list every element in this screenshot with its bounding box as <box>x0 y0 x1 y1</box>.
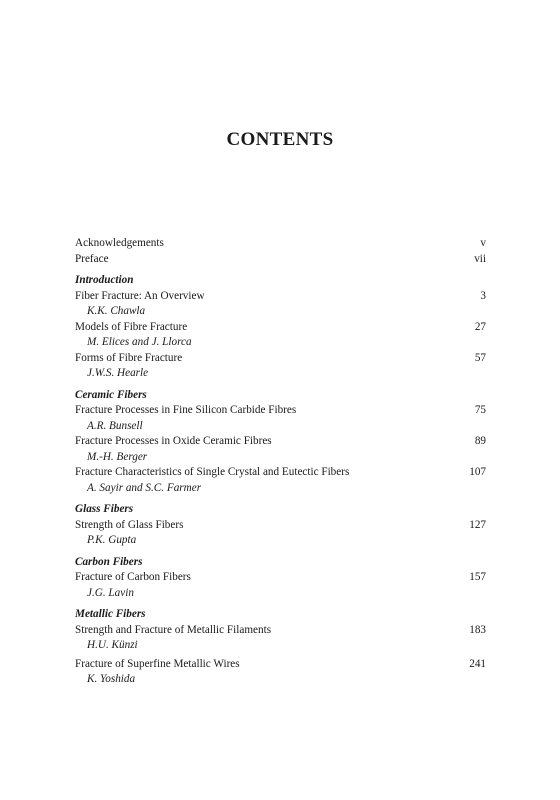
toc-entry-title: Fracture Processes in Fine Silicon Carbide Fibres <box>75 404 297 416</box>
page-title: CONTENTS <box>226 129 334 150</box>
toc-page-number: 27 <box>474 320 486 333</box>
toc-entry-title: Strength of Glass Fibers <box>75 518 184 531</box>
toc-entry-title: Preface <box>75 252 109 265</box>
section-heading-glass-fibers: Glass Fibers <box>75 503 134 515</box>
toc-entry-author: A. Sayir and S.C. Farmer <box>87 481 202 494</box>
toc-entry-title: Fracture Processes in Oxide Ceramic Fibres <box>75 435 272 447</box>
toc-page-number: 107 <box>469 466 486 478</box>
section-heading-introduction: Introduction <box>75 274 134 286</box>
toc-entry[interactable] <box>75 403 486 434</box>
toc-entry-title: Strength and Fracture of Metallic Filaments <box>75 623 272 636</box>
toc-entry[interactable] <box>75 320 486 351</box>
toc-page-number: v <box>480 237 486 249</box>
toc-entry-title: Acknowledgements <box>75 237 164 249</box>
toc-entry-title: Fracture of Carbon Fibers <box>75 571 191 583</box>
toc-page-number: 57 <box>474 351 486 364</box>
toc-entry-preface[interactable] <box>75 252 486 268</box>
toc-page-number: 75 <box>474 404 486 416</box>
toc-entry-author: M. Elices and J. Llorca <box>87 336 192 348</box>
toc-entry-author: J.W.S. Hearle <box>87 367 149 379</box>
toc-entry-title: Forms of Fibre Fracture <box>75 351 183 364</box>
section-heading-carbon-fibers: Carbon Fibers <box>75 555 143 568</box>
toc-entry-author: M.-H. Berger <box>87 450 148 463</box>
toc-page-number: 89 <box>474 435 486 447</box>
toc-entry-title: Fracture Characteristics of Single Crystal and Eutectic Fibers <box>75 466 350 478</box>
toc-page-number: vii <box>474 252 486 265</box>
toc-entry[interactable] <box>75 623 486 654</box>
toc-entry-author: P.K. Gupta <box>87 534 137 546</box>
toc-entry-title: Fracture of Superfine Metallic Wires <box>75 657 240 670</box>
toc-entry-title: Models of Fibre Fracture <box>75 320 188 333</box>
toc-page-number: 127 <box>469 518 486 531</box>
section-heading-metallic-fibers: Metallic Fibers <box>75 608 146 620</box>
toc-entry-title: Fiber Fracture: An Overview <box>75 289 205 302</box>
toc-page-number: 183 <box>469 623 486 636</box>
table-of-contents <box>75 236 486 688</box>
toc-entry[interactable] <box>75 289 486 320</box>
section-heading-ceramic-fibers: Ceramic Fibers <box>75 388 147 401</box>
toc-entry[interactable] <box>75 351 486 382</box>
toc-entry[interactable] <box>75 465 486 496</box>
toc-entry-author: K.K. Chawla <box>87 305 146 317</box>
toc-entry[interactable] <box>75 570 486 601</box>
toc-entry[interactable] <box>75 518 486 549</box>
toc-entry-author: J.G. Lavin <box>87 586 134 599</box>
toc-entry[interactable] <box>75 434 486 465</box>
toc-page-number: 3 <box>480 289 486 302</box>
toc-entry-author: A.R. Bunsell <box>87 419 143 432</box>
toc-page-number: 241 <box>469 657 486 670</box>
toc-entry[interactable] <box>75 657 486 688</box>
toc-entry-author: H.U. Künzi <box>87 639 138 651</box>
toc-page-number: 157 <box>469 571 486 583</box>
toc-entry-author: K. Yoshida <box>87 673 136 685</box>
toc-entry-acknowledgements[interactable] <box>75 236 486 252</box>
